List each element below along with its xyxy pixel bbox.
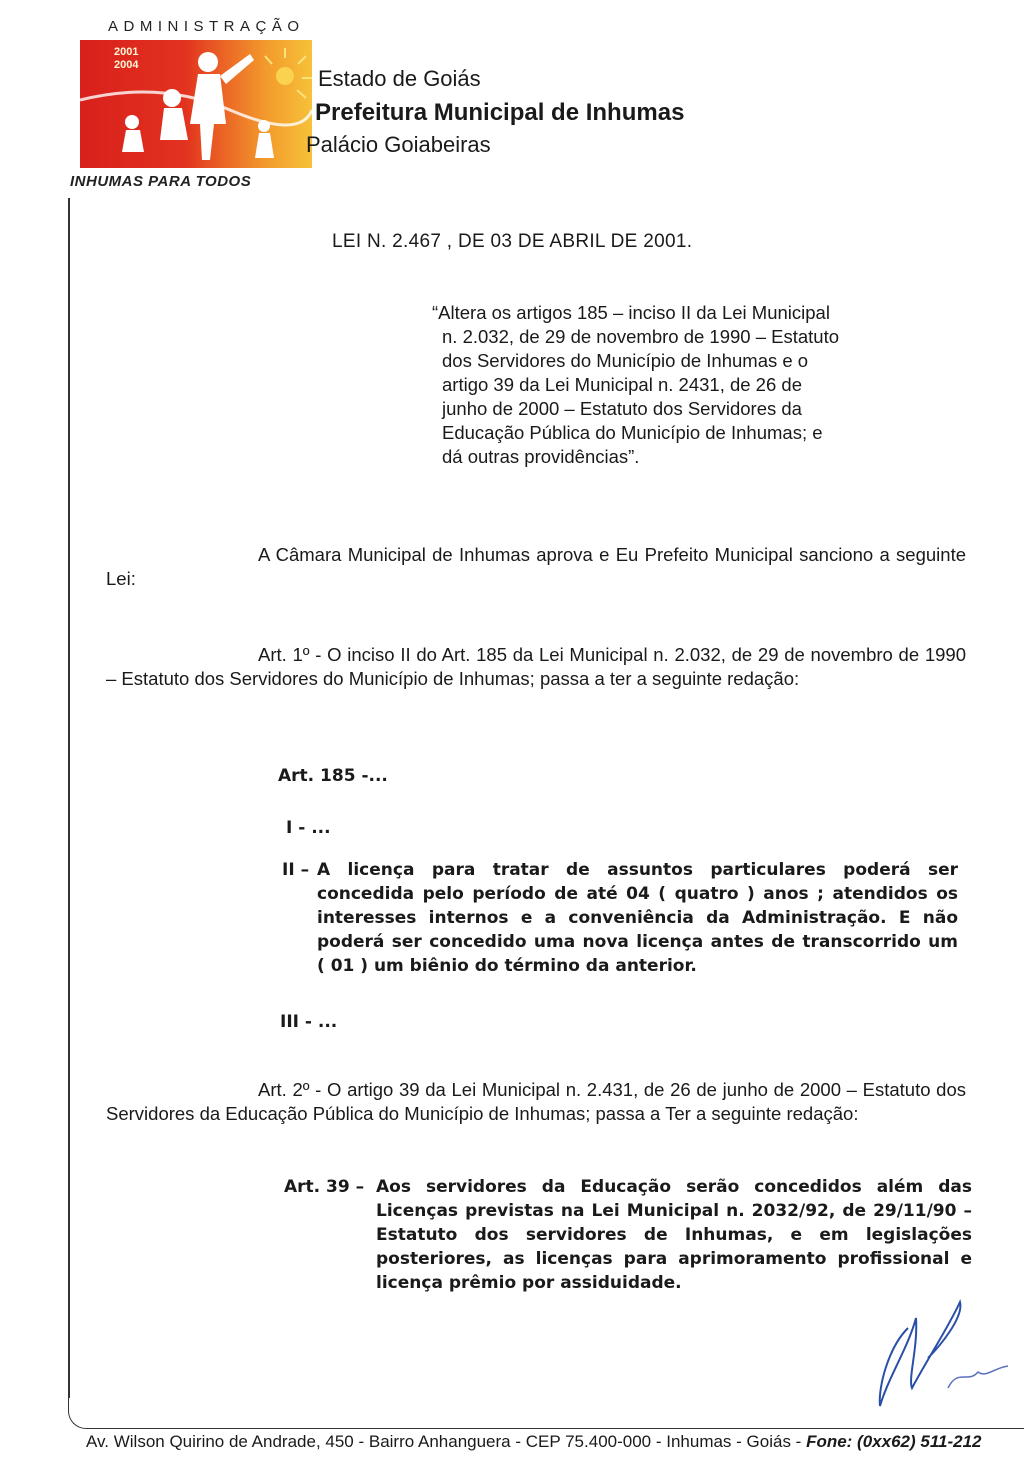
administration-label: ADMINISTRAÇÃO (108, 18, 305, 35)
ementa-line: junho de 2000 – Estatuto dos Servidores da (442, 398, 802, 419)
article-1: Art. 1º - O inciso II do Art. 185 da Lei Municipal n. 2.032, de 29 de novembro de 1990 – Estatuto dos Servidores do Município de Inhumas; passa a ter a seguinte redação: (106, 644, 966, 689)
left-frame-line (68, 198, 70, 1398)
ementa-line: dá outras providências”. (442, 446, 640, 467)
ementa-line: artigo 39 da Lei Municipal n. 2431, de 26 de (442, 374, 802, 395)
ementa-line: “Altera os artigos 185 – inciso II da Lei Municipal (432, 302, 830, 323)
inciso-1: I - ... (286, 818, 331, 838)
ementa-line: n. 2.032, de 29 de novembro de 1990 – Estatuto (442, 326, 840, 347)
inciso-2-label: II – (282, 860, 310, 880)
inciso-3: III - ... (280, 1012, 338, 1032)
inciso-2-text: A licença para tratar de assuntos particulares poderá ser concedida pelo período de até 04 ( quatro ) anos ; atendidos os interesses internos e a conveniência da Administração. E não poderá ser concedido uma nova licença antes de transcorrido um ( 01 ) um biênio do término da anterior. (317, 860, 958, 976)
administration-logo (80, 40, 312, 168)
ementa (432, 301, 904, 469)
signature-mark (868, 1288, 1018, 1418)
prefecture-name: Prefeitura Municipal de Inhumas (315, 99, 685, 126)
law-title: LEI N. 2.467 , DE 03 DE ABRIL DE 2001. (332, 231, 693, 252)
footer-address: Av. Wilson Quirino de Andrade, 450 - Bairro Anhanguera - CEP 75.400-000 - Inhumas - Goiás - Fone: (0xx62) 511-212 (86, 1432, 982, 1451)
article-39-label: Art. 39 – (284, 1177, 365, 1197)
preamble: A Câmara Municipal de Inhumas aprova e Eu Prefeito Municipal sanciono a seguinte Lei: (106, 544, 966, 589)
ementa-line: Educação Pública do Município de Inhumas; e (442, 422, 823, 443)
inciso-2 (282, 858, 958, 978)
article-185-heading: Art. 185 -... (278, 766, 388, 786)
article-39-text: Aos servidores da Educação serão concedidos além das Licenças previstas na Lei Municipal n. 2032/92, de 29/11/90 – Estatuto dos servidores de Inhumas, e em legislações posteriores, as licenças para aprimoramento profissional e licença prêmio por assiduidade. (376, 1177, 972, 1293)
palace-name: Palácio Goiabeiras (306, 132, 491, 157)
state-name: Estado de Goiás (318, 66, 481, 91)
family-logo-icon (80, 40, 312, 168)
article-2: Art. 2º - O artigo 39 da Lei Municipal n. 2.431, de 26 de junho de 2000 – Estatuto dos Servidores da Educação Pública do Município de Inhumas; passa a Ter a seguinte redação: (106, 1079, 966, 1124)
logo-years: 2001 2004 (114, 46, 139, 71)
slogan: INHUMAS PARA TODOS (70, 173, 252, 190)
footer-phone: Fone: (0xx62) 511-212 (806, 1432, 982, 1451)
ementa-line: dos Servidores do Município de Inhumas e o (442, 350, 809, 371)
sun-icon (265, 48, 312, 98)
